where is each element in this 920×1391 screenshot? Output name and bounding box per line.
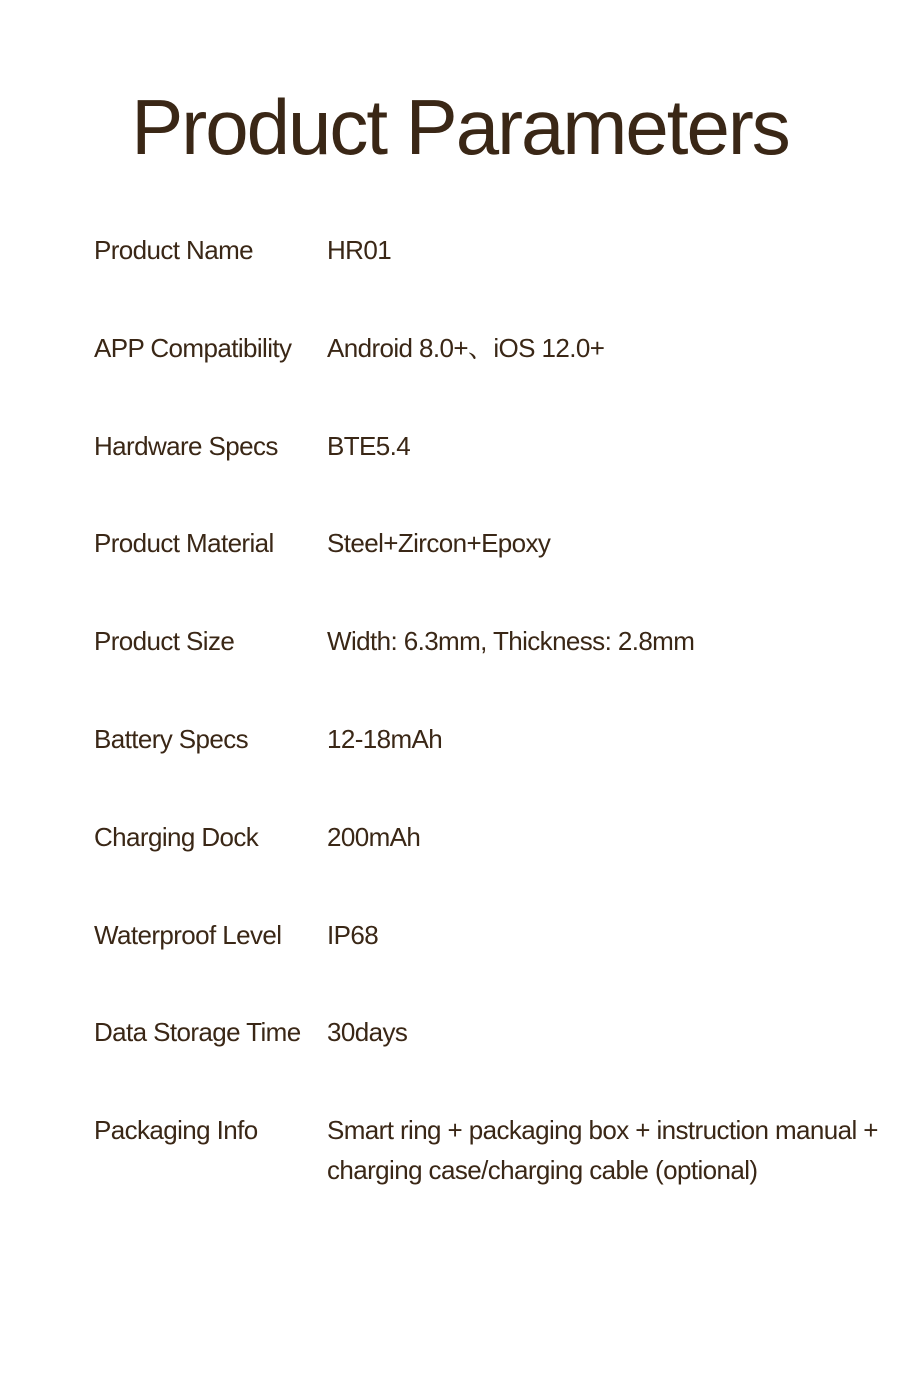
param-label: Charging Dock xyxy=(94,821,259,852)
param-row-data-storage-time xyxy=(94,1012,894,1110)
param-row-battery-specs xyxy=(94,719,894,817)
param-value: BTE5.4 xyxy=(327,430,411,461)
param-row-waterproof-level xyxy=(94,915,894,1013)
param-label: Hardware Specs xyxy=(94,430,278,461)
param-row-product-name xyxy=(94,230,894,328)
param-value: Width: 6.3mm, Thickness: 2.8mm xyxy=(327,626,695,657)
param-row-app-compatibility xyxy=(94,328,894,426)
param-value: 30days xyxy=(327,1017,408,1048)
param-value: 12-18mAh xyxy=(327,723,443,754)
param-value: IP68 xyxy=(327,919,379,950)
param-value: Steel+Zircon+Epoxy xyxy=(327,528,551,559)
page-title: Product Parameters xyxy=(131,83,789,171)
param-row-hardware-specs xyxy=(94,426,894,524)
param-row-charging-dock xyxy=(94,817,894,915)
param-label: Product Size xyxy=(94,626,235,657)
param-label: Product Name xyxy=(94,235,253,265)
param-value: Android 8.0+、iOS 12.0+ xyxy=(327,332,605,363)
param-value: HR01 xyxy=(327,235,392,265)
param-row-product-material xyxy=(94,523,894,621)
param-label: Product Material xyxy=(94,528,274,559)
param-label: Data Storage Time xyxy=(94,1017,301,1048)
param-label: Packaging Info xyxy=(94,1115,258,1146)
param-value: Smart ring + packaging box + instruction manual + charging case/charging cable (optional) xyxy=(327,1115,878,1186)
param-label: Waterproof Level xyxy=(94,919,282,950)
param-value: 200mAh xyxy=(327,821,421,852)
param-label: APP Compatibility xyxy=(94,332,292,363)
param-row-packaging-info xyxy=(94,1110,894,1208)
parameter-list xyxy=(94,230,894,1208)
param-row-product-size xyxy=(94,621,894,719)
param-label: Battery Specs xyxy=(94,723,249,754)
